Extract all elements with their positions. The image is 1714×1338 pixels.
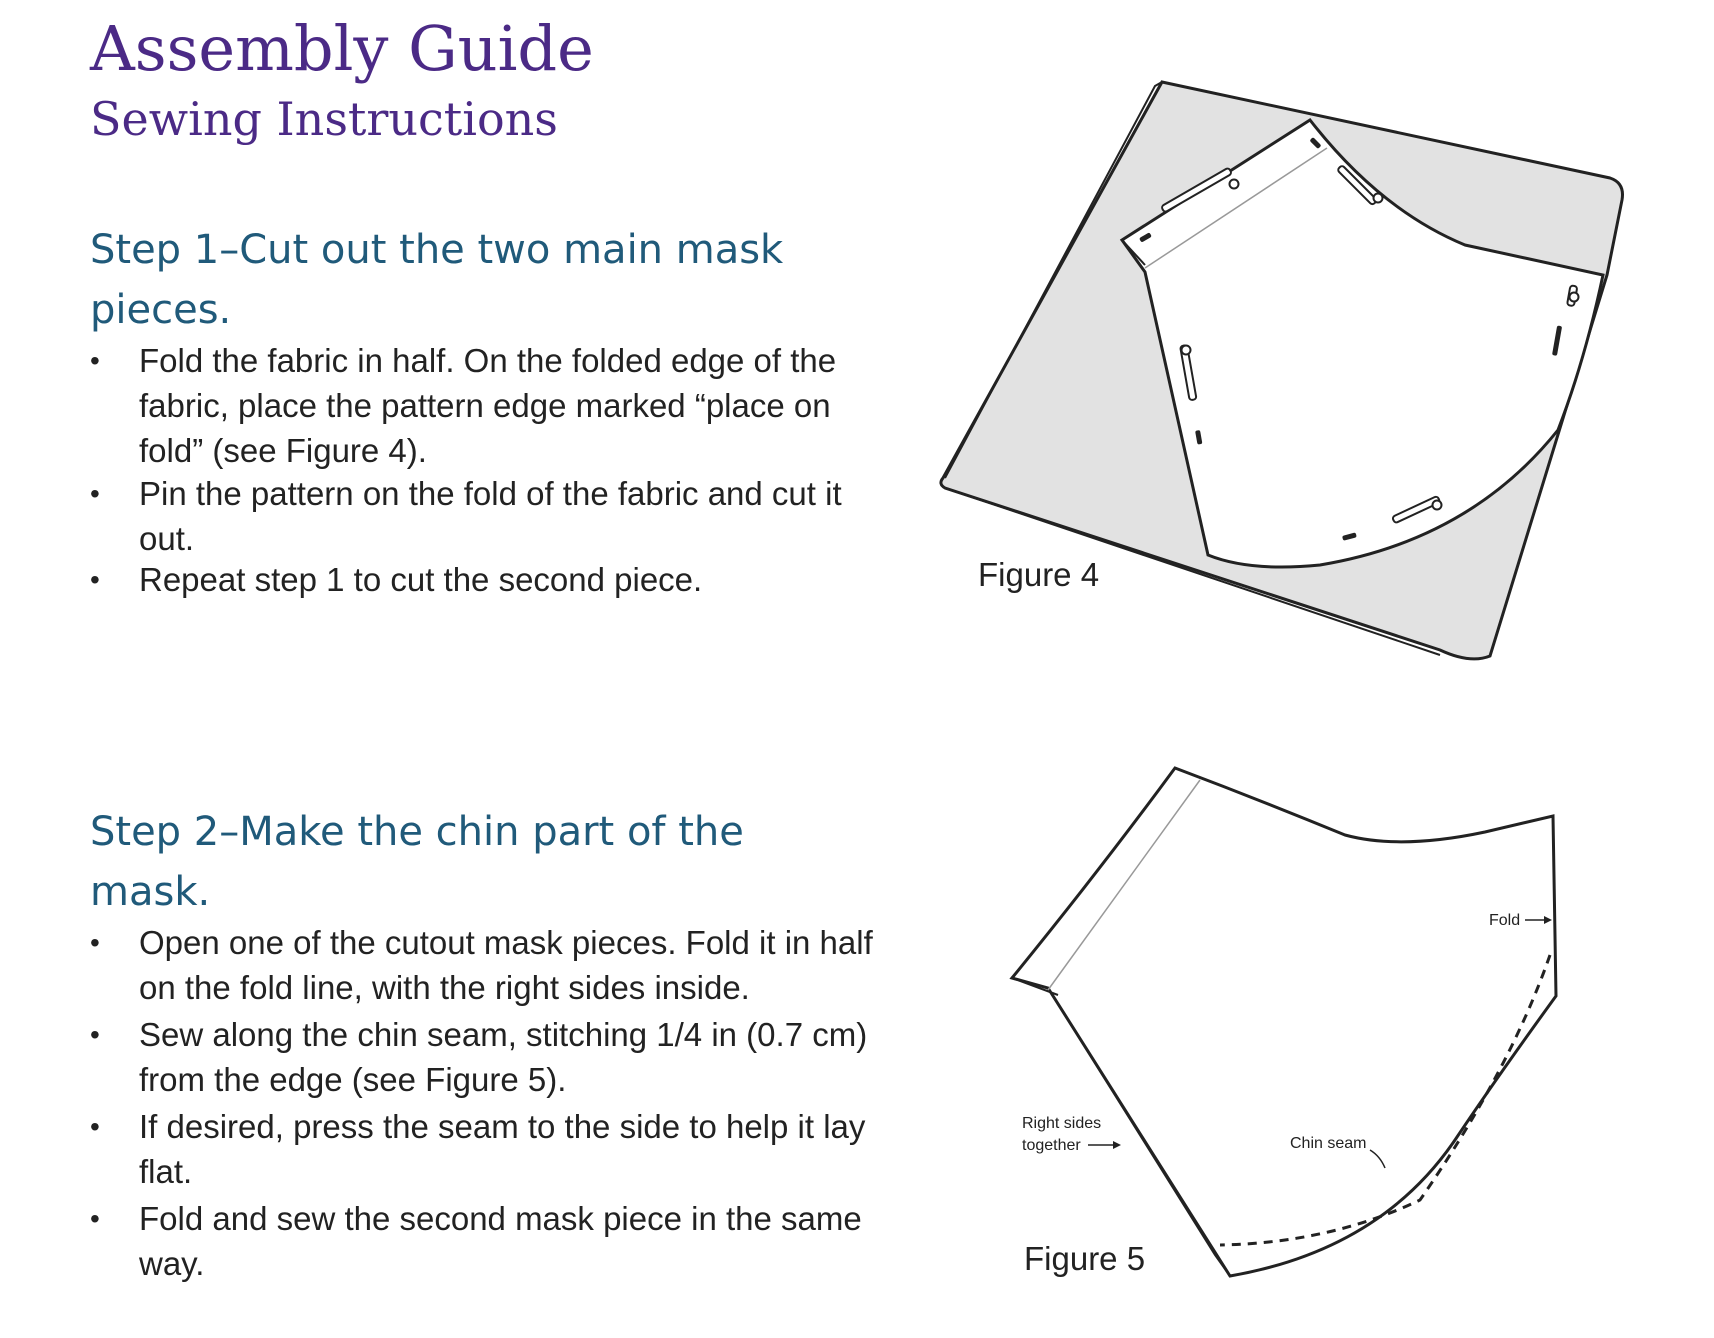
step2-bullet-1: • Open one of the cutout mask pieces. Fold it in half on the fold line, with the right sides inside.	[90, 920, 880, 1010]
step2-bullet-list	[90, 920, 880, 1286]
figure5-caption: Figure 5	[1024, 1240, 1146, 1277]
fold-label: Fold	[1489, 912, 1521, 929]
step1-heading: Step 1–Cut out the two main mask pieces.	[90, 227, 784, 333]
step2-bullet-3: • If desired, press the seam to the side to help it lay flat.	[90, 1104, 880, 1194]
step2-bullet-2: • Sew along the chin seam, stitching 1/4 in (0.7 cm) from the edge (see Figure 5).	[90, 1012, 880, 1102]
step2-heading: Step 2–Make the chin part of the mask.	[90, 809, 744, 915]
mask-piece	[1012, 768, 1556, 1276]
step1-bullet-2: • Pin the pattern on the fold of the fabric and cut it out.	[90, 471, 880, 561]
figure5-illustration	[1000, 760, 1600, 1290]
step2-bullet-4: • Fold and sew the second mask piece in the same way.	[90, 1196, 880, 1286]
figure4-caption: Figure 4	[978, 556, 1100, 593]
step1-bullet-list	[90, 338, 880, 602]
page-title: Assembly Guide	[90, 12, 594, 85]
chin-seam-label: Chin seam	[1290, 1135, 1367, 1152]
page-subtitle: Sewing Instructions	[90, 92, 558, 146]
step1-bullet-3: • Repeat step 1 to cut the second piece.	[90, 557, 880, 602]
step1-bullet-1: • Fold the fabric in half. On the folded edge of the fabric, place the pattern edge marked “place on fold” (see Figure 4).	[90, 338, 880, 473]
right-sides-label-line2: together	[1022, 1137, 1081, 1154]
right-sides-label-line1: Right sides	[1022, 1115, 1102, 1132]
